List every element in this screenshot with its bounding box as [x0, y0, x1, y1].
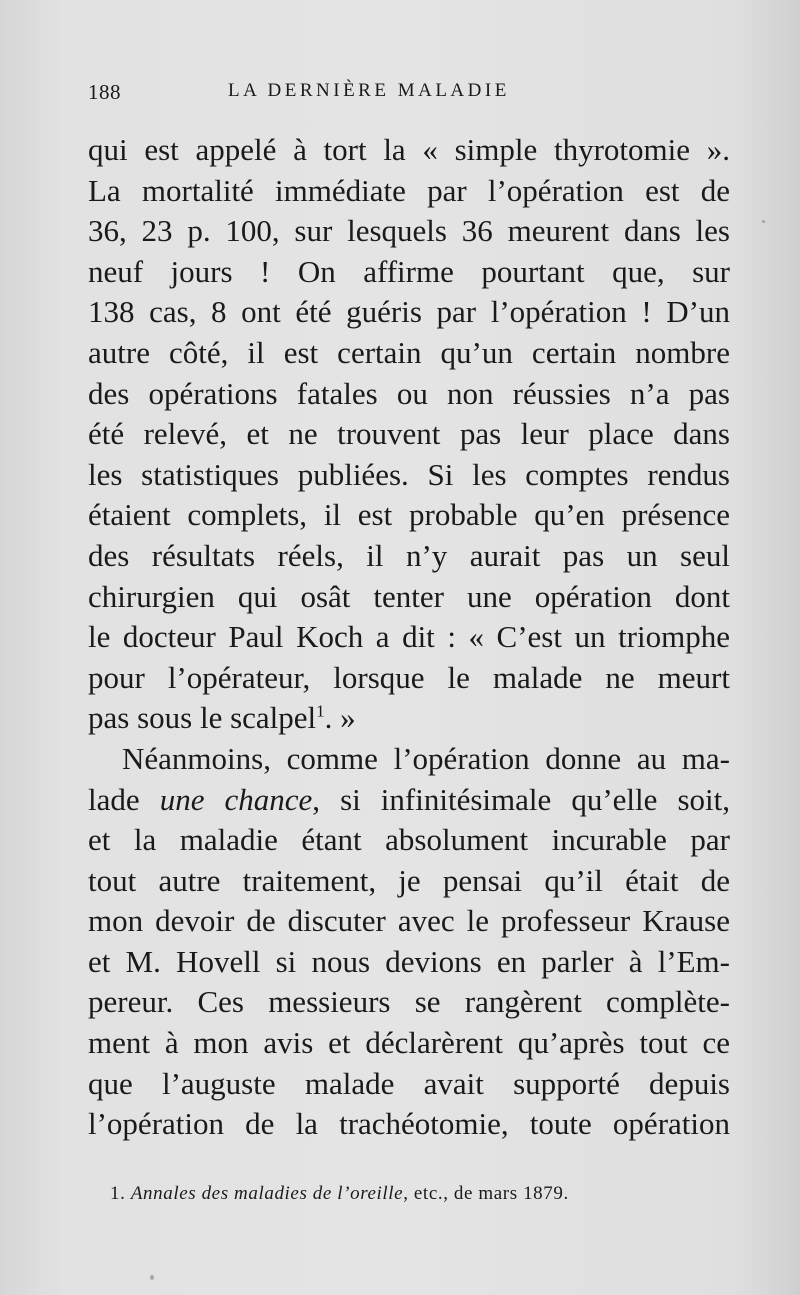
text-line: et M. Hovell si nous devions en parler à l’Em- — [88, 943, 730, 979]
text-line: des opérations fatales ou non réussies n’a pas — [88, 375, 730, 411]
footnote-reference: 1 — [316, 701, 325, 721]
body-text — [88, 130, 730, 1145]
running-head — [88, 80, 728, 110]
text-line: étaient complets, il est probable qu’en présence — [88, 497, 730, 533]
text-fragment: . » — [324, 700, 356, 736]
text-line-with-italic — [88, 780, 730, 821]
footnote-rest: , etc., de mars 1879. — [403, 1183, 569, 1204]
footnote-number: 1. — [110, 1183, 126, 1204]
text-line: autre côté, il est certain qu’un certain nombre — [88, 334, 730, 370]
text-line: 36, 23 p. 100, sur lesquels 36 meurent dans les — [88, 213, 730, 249]
text-fragment: , si infinitésimale qu’elle soit, — [312, 781, 730, 817]
ink-speck — [762, 220, 765, 223]
text-line: neuf jours ! On affirme pourtant que, sur — [88, 253, 730, 289]
italic-phrase: une chance — [159, 781, 313, 817]
text-line: qui est appelé à tort la « simple thyrotomie ». — [88, 132, 730, 167]
text-line: et la maladie étant absolument incurable par — [88, 822, 730, 858]
text-fragment: lade — [88, 781, 160, 817]
text-line: l’opération de la trachéotomie, toute opération — [88, 1106, 730, 1142]
text-line: pereur. Ces messieurs se rangèrent complète- — [88, 984, 730, 1020]
text-line: mon devoir de discuter avec le professeur Krause — [88, 903, 730, 939]
text-line: pour l’opérateur, lorsque le malade ne meurt — [88, 659, 730, 695]
footnote-title: Annales des maladies de l’oreille — [130, 1183, 404, 1204]
text-fragment: pas sous le scalpel — [88, 700, 317, 736]
text-line: le docteur Paul Koch a dit : « C’est un triomphe — [88, 619, 730, 655]
ink-speck — [150, 1275, 154, 1280]
text-line: tout autre traitement, je pensai qu’il était de — [88, 862, 730, 898]
text-line: 138 cas, 8 ont été guéris par l’opération ! D’un — [88, 294, 730, 330]
paragraph-start-line: Néanmoins, comme l’opération donne au ma- — [122, 740, 730, 776]
paragraph-end-line — [88, 698, 730, 739]
running-title: LA DERNIÈRE MALADIE — [228, 80, 510, 101]
text-line: La mortalité immédiate par l’opération est de — [88, 172, 730, 208]
text-line: les statistiques publiées. Si les comptes rendus — [88, 456, 730, 492]
text-line: chirurgien qui osât tenter une opération dont — [88, 578, 730, 614]
page-number: 188 — [88, 80, 121, 104]
text-line: ment à mon avis et déclarèrent qu’après tout ce — [88, 1025, 730, 1061]
text-line: que l’auguste malade avait supporté depuis — [88, 1065, 730, 1101]
text-line: été relevé, et ne trouvent pas leur place dans — [88, 416, 730, 452]
footnote — [110, 1183, 730, 1205]
text-line: des résultats réels, il n’y aurait pas un seul — [88, 537, 730, 573]
